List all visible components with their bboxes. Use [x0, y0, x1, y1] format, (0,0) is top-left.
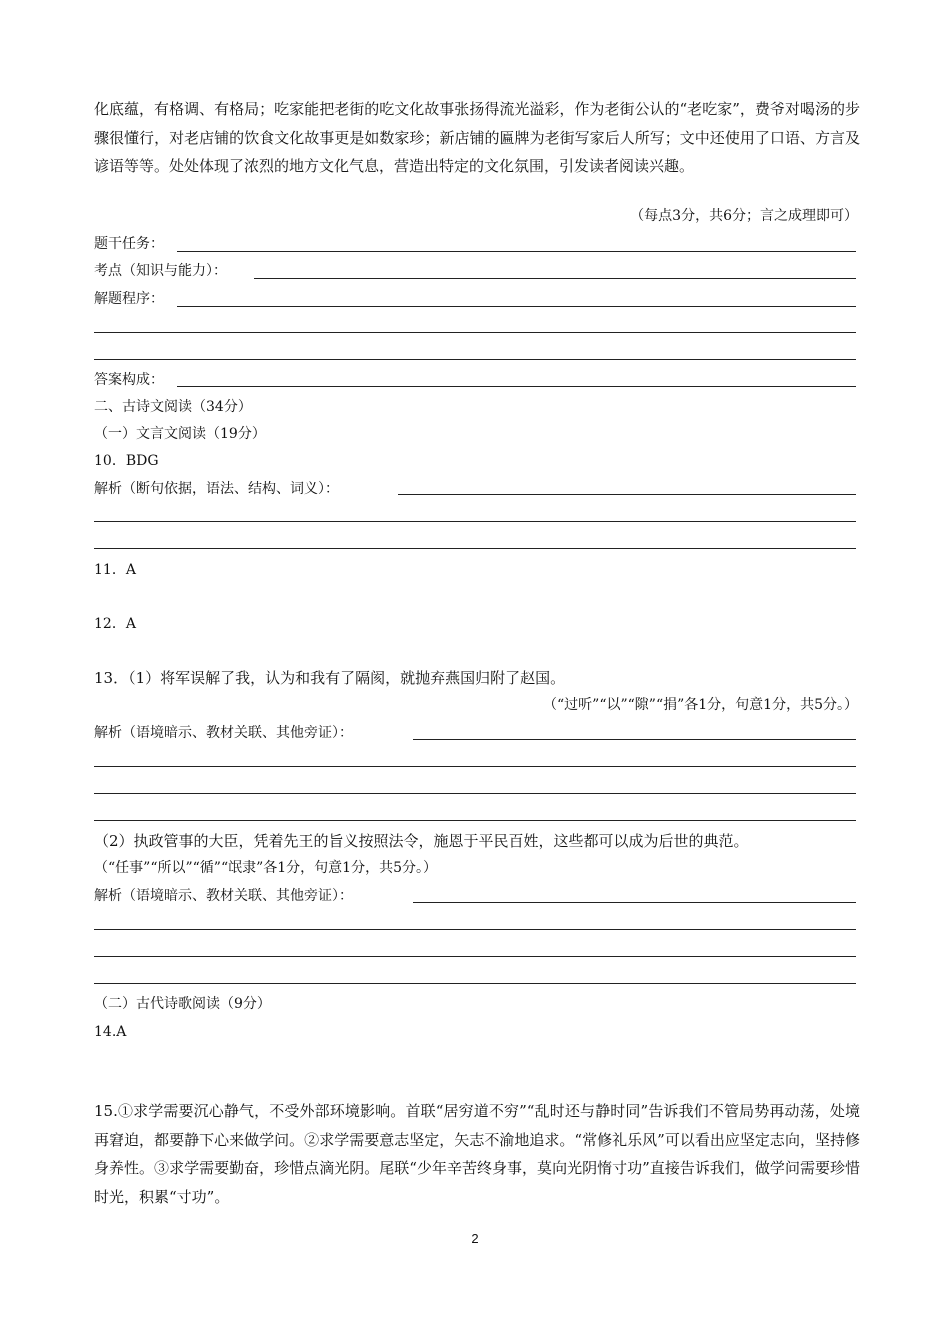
q13-1-analysis-line[interactable] — [413, 739, 856, 740]
q13-1-analysis-line-4[interactable] — [94, 820, 856, 821]
intro-score-note: （每点3分，共6分；言之成理即可） — [630, 208, 858, 224]
procedure-answer-line[interactable] — [177, 306, 856, 307]
q13-2-analysis-line-4[interactable] — [94, 983, 856, 984]
point-answer-line[interactable] — [254, 278, 856, 279]
subsection-ancient-poetry: （二）古代诗歌阅读（9分） — [94, 996, 271, 1012]
procedure-answer-line-3[interactable] — [94, 359, 856, 360]
q13-2-analysis-line[interactable] — [413, 902, 856, 903]
q13-1-analysis-line-2[interactable] — [94, 766, 856, 767]
q14-answer: 14.A — [94, 1024, 127, 1040]
section-title: 二、古诗文阅读（34分） — [94, 399, 252, 415]
q13-2-analysis-label: 解析（语境暗示、教材关联、其他旁证）： — [94, 888, 353, 904]
q13-2-answer: （2）执政管事的大臣，凭着先王的旨义按照法令，施恩于平民百姓，这些都可以成为后世的典范。 — [94, 832, 749, 850]
q13-2-analysis-line-3[interactable] — [94, 956, 856, 957]
subsection-classical-prose: （一）文言文阅读（19分） — [94, 426, 266, 442]
answer-composition-line[interactable] — [177, 386, 856, 387]
q10-analysis-line-3[interactable] — [94, 548, 856, 549]
q13-2-analysis-line-2[interactable] — [94, 929, 856, 930]
q13-2-score: （“任事”“所以”“循”“氓隶”各1分，句意1分，共5分。） — [94, 860, 437, 876]
q11-answer: 11．A — [94, 562, 136, 578]
q10-answer: 10．BDG — [94, 453, 159, 469]
procedure-answer-line-2[interactable] — [94, 332, 856, 333]
q10-analysis-line-2[interactable] — [94, 521, 856, 522]
intro-paragraph: 化底蕴，有格调、有格局；吃家能把老街的吃文化故事张扬得流光溢彩，作为老街公认的“老吃家”，费爷对喝汤的步骤很懂行，对老店铺的饮食文化故事更是如数家珍；新店铺的匾牌为老街写家后人所写；文中还使用了口语、方言及谚语等等。处处体现了浓烈的地方文化气息，营造出特定的文化氛围，引发读者阅读兴趣。 — [94, 100, 860, 175]
q13-1-answer: 13．（1）将军误解了我，认为和我有了隔阂，就抛弃燕国归附了赵国。 — [94, 669, 566, 687]
point-label: 考点（知识与能力）： — [94, 263, 227, 279]
task-label: 题干任务： — [94, 236, 164, 252]
q13-1-analysis-line-3[interactable] — [94, 793, 856, 794]
q10-analysis-label: 解析（断句依据，语法、结构、词义）： — [94, 481, 339, 497]
q10-analysis-line[interactable] — [398, 494, 856, 495]
q15-answer: 15.①求学需要沉心静气，不受外部环境影响。首联“居穷道不穷”“乱时还与静时同”告诉我们不管局势再动荡，处境再窘迫，都要静下心来做学问。②求学需要意志坚定，矢志不渝地追求。“常修礼乐风”可以看出应坚定志向，坚持修身养性。③求学需要勤奋，珍惜点滴光阴。尾联“少年辛苦终身事，莫向光阴惰寸功”直接告诉我们，做学问需要珍惜时光，积累“寸功”。 — [94, 1102, 860, 1206]
q12-answer: 12．A — [94, 616, 136, 632]
answer-label: 答案构成： — [94, 372, 164, 388]
q13-1-analysis-label: 解析（语境暗示、教材关联、其他旁证）： — [94, 725, 353, 741]
page-number: 2 — [471, 1231, 479, 1246]
procedure-label: 解题程序： — [94, 291, 164, 307]
task-answer-line[interactable] — [177, 251, 856, 252]
q13-1-score: （“过听”“以”“隙”“捐”各1分，句意1分，共5分。） — [543, 697, 858, 713]
